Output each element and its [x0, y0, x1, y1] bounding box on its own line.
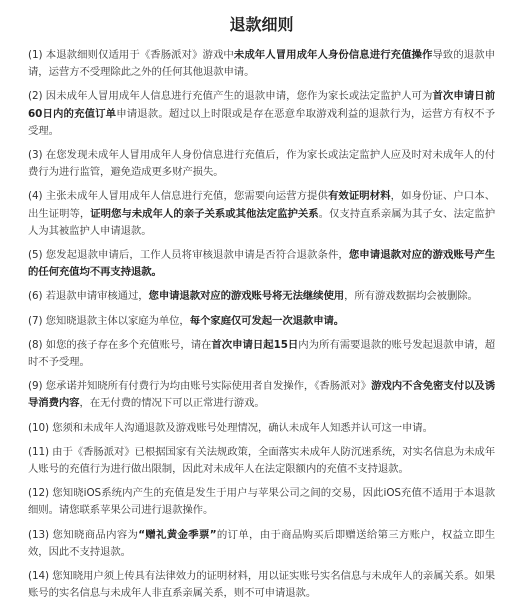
rule-text: 内为所有需要退款的账号发起退款申请，超时不予受理。	[28, 338, 495, 369]
rule-paragraph	[28, 88, 495, 140]
rule-text: (9) 您承诺并知晓所有付费行为均由账号实际使用者自发操作，《香肠派对》	[28, 380, 372, 393]
rule-paragraph	[28, 47, 495, 81]
rule-text: (3) 在您发现未成年人冒用成年人身份信息进行充值后，作为家长或法定监护人应及时对未成年人的付费行为进行监管，避免造成更多财产损失。	[28, 149, 495, 179]
rule-text: (14) 您知晓用户须上传具有法律效力的证明材料，用以证实账号实名信息与未成年人的亲属关系。如果账号的实名信息与未成年人非直系亲属关系，则不可申请退款。	[28, 570, 495, 600]
rule-text: 申请退款。超过以上时限或是存在恶意牟取游戏利益的退款行为，运营方有权不予受理。	[28, 107, 495, 137]
rule-text: (13) 您知晓商品内容为	[28, 528, 139, 541]
rule-text: (12) 您知晓iOS系统内产生的充值是发生于用户与苹果公司之间的交易，因此iOS充值不适用于本退款细则。请您联系苹果公司进行退款操作。	[28, 487, 495, 517]
rule-text: 的订单，由于商品购买后即赠送给第三方账户，权益立即生效，因此不支持退款。	[28, 528, 495, 558]
rule-text: (10) 您须和未成年人沟通退款及游戏账号处理情况，确认未成年人知悉并认可这一申请。	[28, 421, 433, 434]
page-title: 退款细则	[229, 15, 294, 34]
rule-paragraph	[28, 288, 495, 305]
rule-paragraph	[28, 420, 495, 437]
rule-text-bold: 证明您与未成年人的亲子关系或其他法定监护关系	[90, 207, 319, 220]
rule-text: (4) 主张未成年人冒用成年人信息进行充值，您需要向运营方提供	[28, 190, 328, 203]
rule-text: (5) 您发起退款申请后，工作人员将审核退款申请是否符合退款条件，	[28, 249, 349, 262]
rule-text: ，在无付费的情况下可以正常进行游戏。	[79, 397, 265, 410]
rule-paragraph	[28, 337, 495, 371]
rule-text-bold: 未成年人冒用成年人身份信息进行充值操作	[233, 49, 433, 61]
rule-text-bold: 游戏内不含免密支付以及诱导消费内容	[28, 380, 495, 410]
rule-text-bold: 每个家庭仅可发起一次退款申请。	[189, 314, 345, 327]
rule-text: ，所有游戏数据均会被删除。	[344, 290, 478, 303]
rule-text-bold: 首次申请日起15日	[211, 338, 299, 351]
rule-text-bold: 首次申请日前60日内的充值订单	[28, 90, 495, 120]
rule-text: 导致的退款申请，运营方不受理除此之外的任何其他退款申请。	[28, 49, 495, 79]
rules-list	[28, 47, 495, 602]
rule-paragraph	[28, 568, 495, 602]
rule-text: (11) 由于《香肠派对》已根据国家有关法规政策，全面落实未成年人防沉迷系统，对实名信息为未成年人账号的充值行为进行做出限制，因此对未成年人在法定限额内的充值不支持退款。	[28, 445, 495, 476]
rule-text: (1) 本退款细则仅适用于《香肠派对》游戏中	[28, 49, 234, 61]
rule-paragraph	[28, 527, 495, 561]
rule-paragraph	[28, 378, 495, 412]
rule-paragraph	[28, 247, 495, 281]
rule-paragraph	[28, 444, 495, 478]
rule-text-bold: 您申请退款对应的游戏账号产生的任何充值均不再支持退款。	[28, 249, 495, 279]
rule-paragraph	[28, 485, 495, 519]
rule-text: 。仅支持直系亲属为其子女、法定监护人为其被监护人申请退款。	[28, 207, 495, 237]
rule-paragraph	[28, 188, 495, 240]
rule-text: (6) 若退款申请审核通过，	[28, 290, 149, 303]
rule-text: (7) 您知晓退款主体以家庭为单位，	[28, 314, 190, 327]
rule-text: ，如身份证、户口本、出生证明等，	[28, 190, 496, 220]
rule-text-bold: 您申请退款对应的游戏账号将无法继续使用	[148, 290, 345, 303]
rule-text: (8) 如您的孩子存在多个充值账号，请在	[28, 338, 212, 351]
rule-text-bold: 有效证明材料	[327, 190, 391, 203]
rule-text: (2) 因未成年人冒用成年人信息进行充值产生的退款申请，您作为家长或法定监护人可为	[28, 90, 433, 103]
rule-paragraph	[28, 313, 495, 330]
rule-text-bold: “赠礼黄金季票”	[138, 528, 217, 541]
rule-paragraph	[28, 147, 495, 181]
